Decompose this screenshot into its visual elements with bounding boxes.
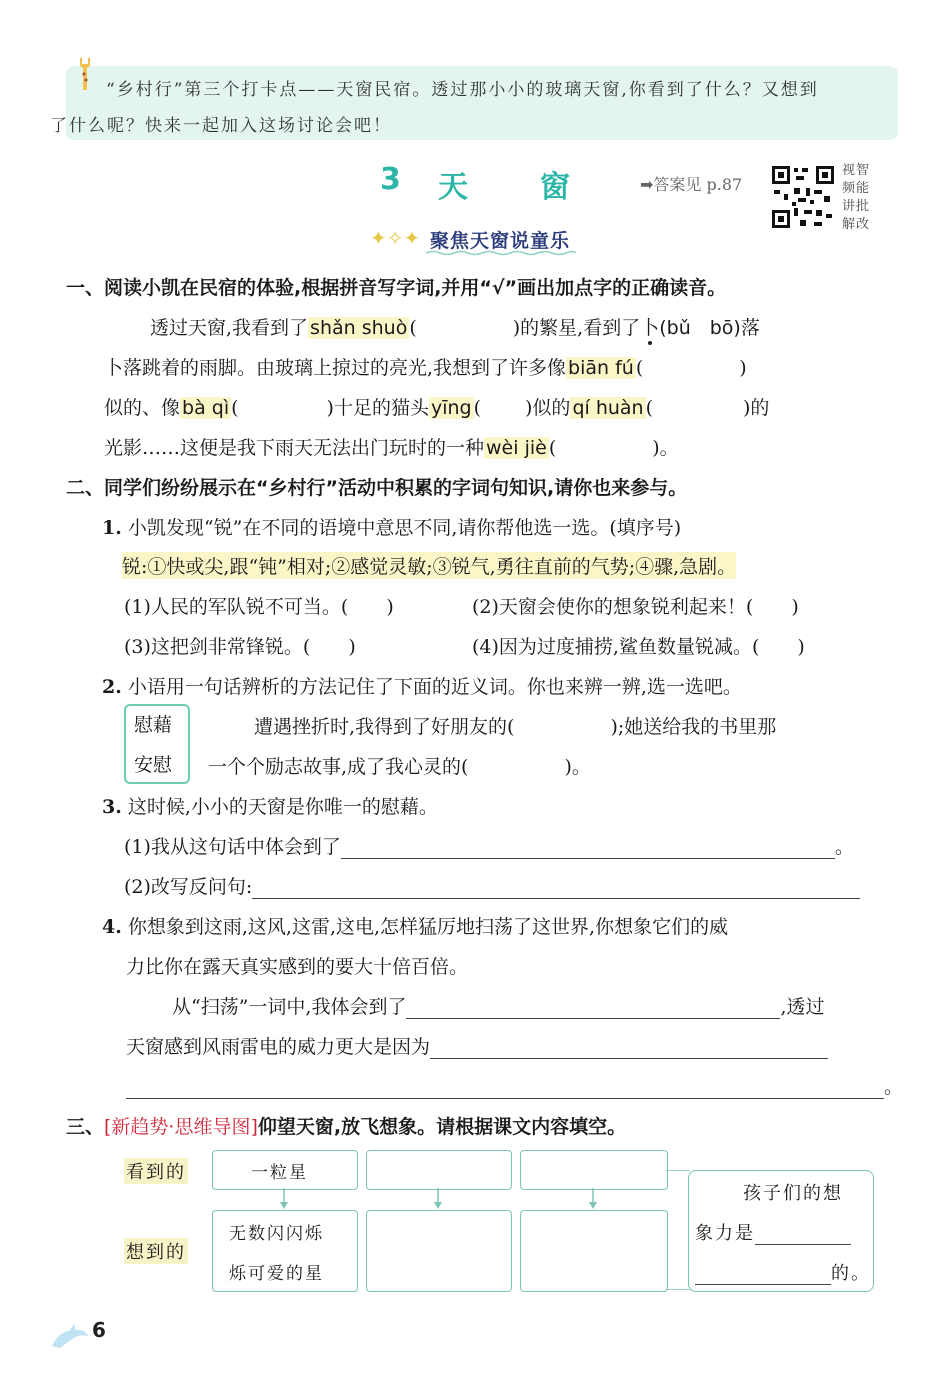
conclusion-line-3 [695,1259,871,1285]
lesson-title-text: 天窗 [438,170,642,205]
q1-text: 透过天窗,我看到了 [150,317,309,339]
sub-number: 1. [102,517,122,539]
answer-line-4-2[interactable] [430,1036,828,1059]
intro-banner [50,66,898,140]
q2-sub4-line-3 [172,992,825,1019]
conclusion-box [688,1170,874,1292]
sub-number: 2. [102,676,122,698]
saw-box-2[interactable] [366,1150,512,1190]
synonym-word-box [124,704,190,784]
rui-item-3[interactable]: (3)这把剑非常锋锐。( ) [124,636,356,658]
q1-line-1 [150,313,760,340]
q2-sub2-line-2 [208,752,591,779]
answer-reference-text: 答案见 p.87 [653,175,743,194]
section-banner-text: 聚焦天窗说童乐 [430,230,571,252]
connector-arrows [212,1188,672,1210]
q1-text: 卜落跳着的雨脚。由玻璃上掠过的亮光,我想到了许多像 [104,357,567,379]
q3-heading-prefix: 三、 [66,1116,105,1138]
sub-text: (1)我从这句话中体会到了 [124,836,341,858]
q2-sub2 [102,672,742,699]
q2-sub4-line-2: 力比你在露天真实感到的要大十倍百倍。 [126,956,469,978]
thought-box-2[interactable] [366,1210,512,1292]
q2-sub2-line-1 [254,712,776,739]
q2-sub3-item-2 [124,872,860,899]
intro-line-2: 了什么呢？快来一起加入这场讨论会吧！ [50,116,392,136]
q2-sub1 [102,513,681,540]
q1-line-3 [104,393,769,420]
dotted-char-bu: 卜 [640,317,660,339]
answer-line-3-1[interactable] [341,836,835,859]
sub-text: (2)改写反问句: [124,876,253,898]
answer-reference[interactable] [640,172,742,195]
q1-text: 似的、像 [104,397,181,419]
q2-sub4-line-4 [126,1032,828,1059]
sub-text: 小语用一句话辨析的方法记住了下面的近义词。你也来辨一辨,选一选吧。 [127,676,742,698]
answer-line-conclusion-2[interactable] [695,1264,831,1285]
lesson-title [380,160,642,206]
pinyin-weijie: wèi jiè [486,437,547,459]
q1-text: )。 [652,437,679,459]
q1-heading: 一、阅读小凯在民宿的体验,根据拼音写字词,并用“√”画出加点字的正确读音。 [66,277,727,299]
bracket: ( [548,437,557,459]
label-thought: 想到的 [124,1238,188,1264]
page-number: 6 [92,1318,106,1342]
saw-box-3[interactable] [520,1150,668,1190]
pinyin-bianfu: biān fú [568,357,634,379]
new-trend-tag: [新趋势·思维导图] [104,1116,258,1138]
conclusion-line-2 [695,1219,851,1245]
pinyin-shanshuo: shǎn shuò [310,317,408,339]
sub-text: 从“扫荡”一词中,我体会到了 [172,996,407,1018]
q1-text: 光影……这便是我下雨天无法出门玩时的一种 [104,437,485,459]
sub-number: 3. [102,796,122,818]
bracket: ( [409,317,417,339]
sub-text: 天窗感到风雨雷电的威力更大是因为 [126,1036,431,1058]
thought-box-1-line-2: 烁可爱的星 [229,1264,324,1284]
saw-box-1 [212,1150,358,1190]
sub-text: );她送给我的书里那 [610,716,777,738]
q3-heading [66,1112,626,1139]
bracket: ( [635,357,644,379]
q2-sub4 [102,912,728,939]
q2-sub3-item-1 [124,832,854,859]
reading-choice-bu[interactable]: (bǔ bō)落 [659,317,760,339]
sub-text: 你想象到这雨,这风,这雷,这电,怎样猛厉地扫荡了这世界,你想象它们的威 [127,916,729,938]
label-saw: 看到的 [124,1158,188,1184]
rui-item-2[interactable]: (2)天窗会使你的想象锐利起来！( ) [472,596,799,618]
sub-number: 4. [102,916,122,938]
pinyin-baqi: bà qì [182,397,230,419]
sub-text: 。 [834,836,854,858]
sub-text: 遭遇挫折时,我得到了好朋友的( [254,716,515,738]
bracket: ) [739,357,747,379]
intro-line-1: “乡村行”第三个打卡点——天窗民宿。透过那小小的玻璃天窗,你看到了什么？又想到 [106,80,819,100]
bracket-connector [666,1170,690,1290]
synonym-word-1: 慰藉 [134,714,173,736]
thought-box-3[interactable] [520,1210,668,1292]
sparkle-icon: ✦✧✦ [370,226,421,250]
sub-text: 一个个励志故事,成了我心灵的( [208,756,469,778]
intro-text [50,72,890,144]
wave-underline [426,250,576,256]
saw-box-1-text: 一粒星 [251,1163,308,1183]
bracket: ( [231,397,239,419]
dolphin-icon [50,1322,90,1352]
conclusion-text: 象力是 [695,1223,755,1244]
qr-code-icon[interactable] [770,164,836,230]
bracket: ( [645,397,654,419]
q1-text: )十足的猫头 [326,397,429,419]
arrow-right-icon: ➡ [640,175,654,194]
sub-text: 这时候,小小的天窗是你唯一的慰藉。 [127,796,438,818]
conclusion-line-1: 孩子们的想 [743,1183,843,1204]
lesson-number: 3 [380,162,401,197]
q3-heading-text: 仰望天窗,放飞想象。请根据课文内容填空。 [257,1116,627,1138]
answer-line-conclusion-1[interactable] [755,1224,851,1245]
q2-sub4-line-5 [126,1072,903,1099]
answer-line-4-3[interactable] [126,1076,884,1099]
q1-text: )的繁星,看到了 [512,317,641,339]
q1-line-2 [104,353,747,380]
q2-heading: 二、同学们纷纷展示在“乡村行”活动中积累的字词句知识,请你也来参与。 [66,477,688,499]
pinyin-ying: yīng [430,397,472,419]
sub-text: )。 [564,756,591,778]
bracket: ( [473,397,482,419]
rui-definitions: 锐:①快或尖,跟“钝”相对;②感觉灵敏;③锐气,勇往直前的气势;④骤,急剧。 [122,552,736,579]
conclusion-text: 的。 [831,1263,871,1284]
rui-item-4[interactable]: (4)因为过度捕捞,鲨鱼数量锐减。( ) [472,636,805,658]
q1-text: )的 [743,397,770,419]
sub-text: 。 [884,1076,904,1098]
q2-sub3 [102,792,438,819]
thought-box-1 [212,1210,358,1292]
answer-line-4-1[interactable] [406,996,780,1019]
rui-item-1[interactable]: (1)人民的军队锐不可当。( ) [124,596,394,618]
section-banner [370,222,610,258]
sub-text: 小凯发现“锐”在不同的语境中意思不同,请你帮他选一选。(填序号) [127,517,682,539]
thought-box-1-line-1: 无数闪闪烁 [229,1224,324,1244]
pinyin-qihuan: qí huàn [572,397,644,419]
sub-text: ,透过 [780,996,825,1018]
q1-line-4 [104,433,679,460]
synonym-word-2: 安慰 [134,754,173,776]
video-caption: 视智频能讲批解改 [842,163,871,232]
q1-text: )似的 [525,397,571,419]
answer-line-3-2[interactable] [252,876,860,899]
